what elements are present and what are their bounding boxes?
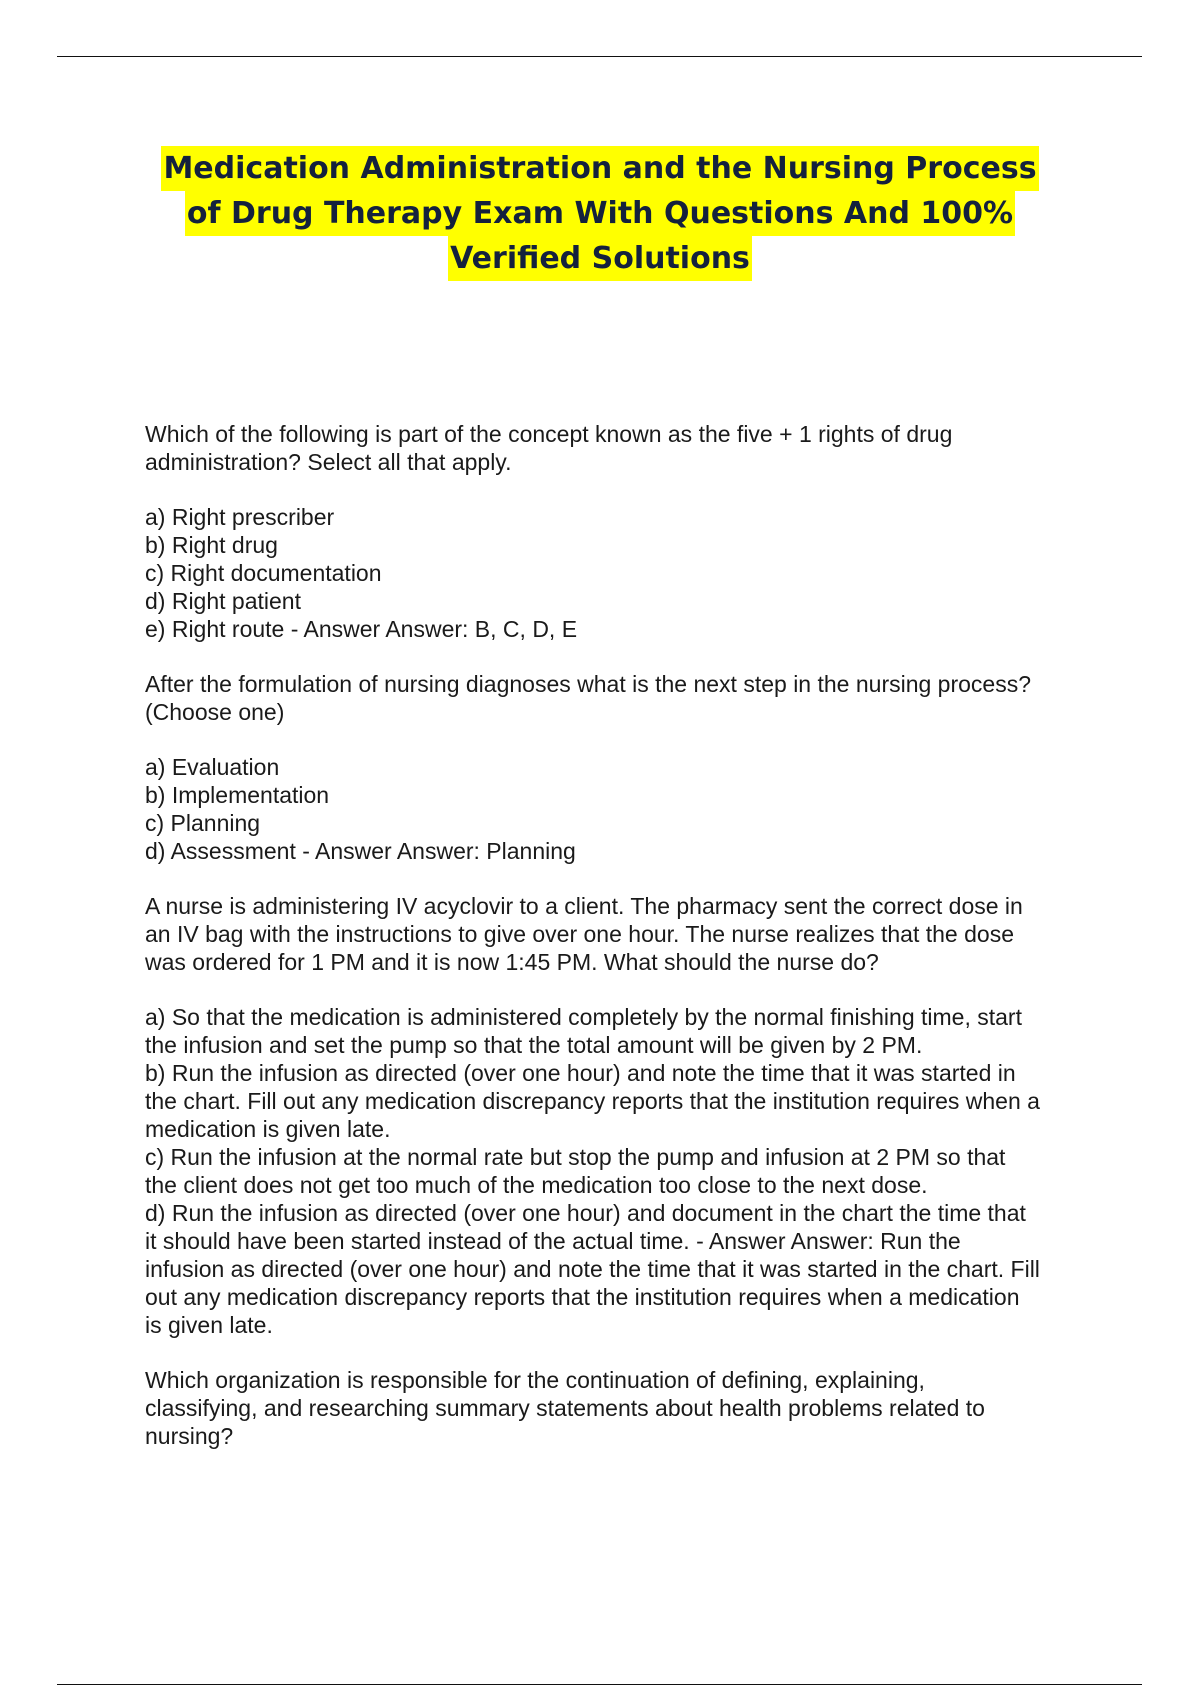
option-e-with-answer: e) Right route - Answer Answer: B, C, D, E (145, 616, 578, 642)
title-line-1: Medication Administration and the Nursing Process (161, 146, 1038, 191)
title-line-3: Verified Solutions (448, 236, 752, 281)
option-b: b) Implementation (145, 782, 330, 808)
option-c: c) Planning (145, 810, 261, 836)
option-a: a) Right prescriber (145, 504, 335, 530)
document-title (60, 146, 1140, 281)
question-3-text (145, 892, 1095, 976)
question-line: After the formulation of nursing diagnoses what is the next step in the nursing process? (145, 671, 1032, 697)
question-line: was ordered for 1 PM and it is now 1:45 PM. What should the nurse do? (145, 949, 879, 975)
option-c: c) Right documentation (145, 560, 382, 586)
top-divider (57, 56, 1142, 57)
option-line: it should have been started instead of the actual time. - Answer Answer: Run the (145, 1228, 961, 1254)
option-line: c) Run the infusion at the normal rate but stop the pump and infusion at 2 PM so that (145, 1144, 1006, 1170)
question-4 (145, 1366, 1095, 1450)
question-line: nursing? (145, 1423, 234, 1449)
option-d: d) Right patient (145, 588, 301, 614)
option-line: b) Run the infusion as directed (over one hour) and note the time that it was started in (145, 1060, 1016, 1086)
question-1-text (145, 420, 1095, 476)
question-3 (145, 892, 1095, 1339)
option-line: infusion as directed (over one hour) and note the time that it was started in the chart. Fill (145, 1256, 1040, 1282)
bottom-divider (57, 1684, 1142, 1685)
option-line: the client does not get too much of the medication too close to the next dose. (145, 1172, 928, 1198)
question-line: an IV bag with the instructions to give over one hour. The nurse realizes that the dose (145, 921, 1014, 947)
option-line: the infusion and set the pump so that the total amount will be given by 2 PM. (145, 1032, 923, 1058)
question-line: classifying, and researching summary statements about health problems related to (145, 1395, 985, 1421)
option-a: a) Evaluation (145, 754, 280, 780)
question-2-options (145, 753, 1095, 865)
option-line: a) So that the medication is administered completely by the normal finishing time, start (145, 1004, 1022, 1030)
option-b: b) Right drug (145, 532, 278, 558)
question-4-text (145, 1366, 1095, 1450)
option-line: is given late. (145, 1312, 273, 1338)
document-body (145, 420, 1095, 1477)
question-line: Which organization is responsible for the continuation of defining, explaining, (145, 1367, 925, 1393)
option-line: medication is given late. (145, 1116, 391, 1142)
question-3-options (145, 1003, 1095, 1339)
question-line: A nurse is administering IV acyclovir to a client. The pharmacy sent the correct dose in (145, 893, 1023, 919)
title-line-2: of Drug Therapy Exam With Questions And 100% (185, 191, 1015, 236)
question-1 (145, 420, 1095, 643)
question-2 (145, 670, 1095, 865)
question-line: administration? Select all that apply. (145, 449, 512, 475)
question-2-text (145, 670, 1095, 726)
option-d-with-answer: d) Assessment - Answer Answer: Planning (145, 838, 576, 864)
option-line: out any medication discrepancy reports that the institution requires when a medication (145, 1284, 1020, 1310)
question-line: (Choose one) (145, 699, 285, 725)
question-line: Which of the following is part of the concept known as the five + 1 rights of drug (145, 421, 953, 447)
option-line: the chart. Fill out any medication discrepancy reports that the institution requires when a (145, 1088, 1040, 1114)
option-line: d) Run the infusion as directed (over one hour) and document in the chart the time that (145, 1200, 1026, 1226)
question-1-options (145, 503, 1095, 643)
